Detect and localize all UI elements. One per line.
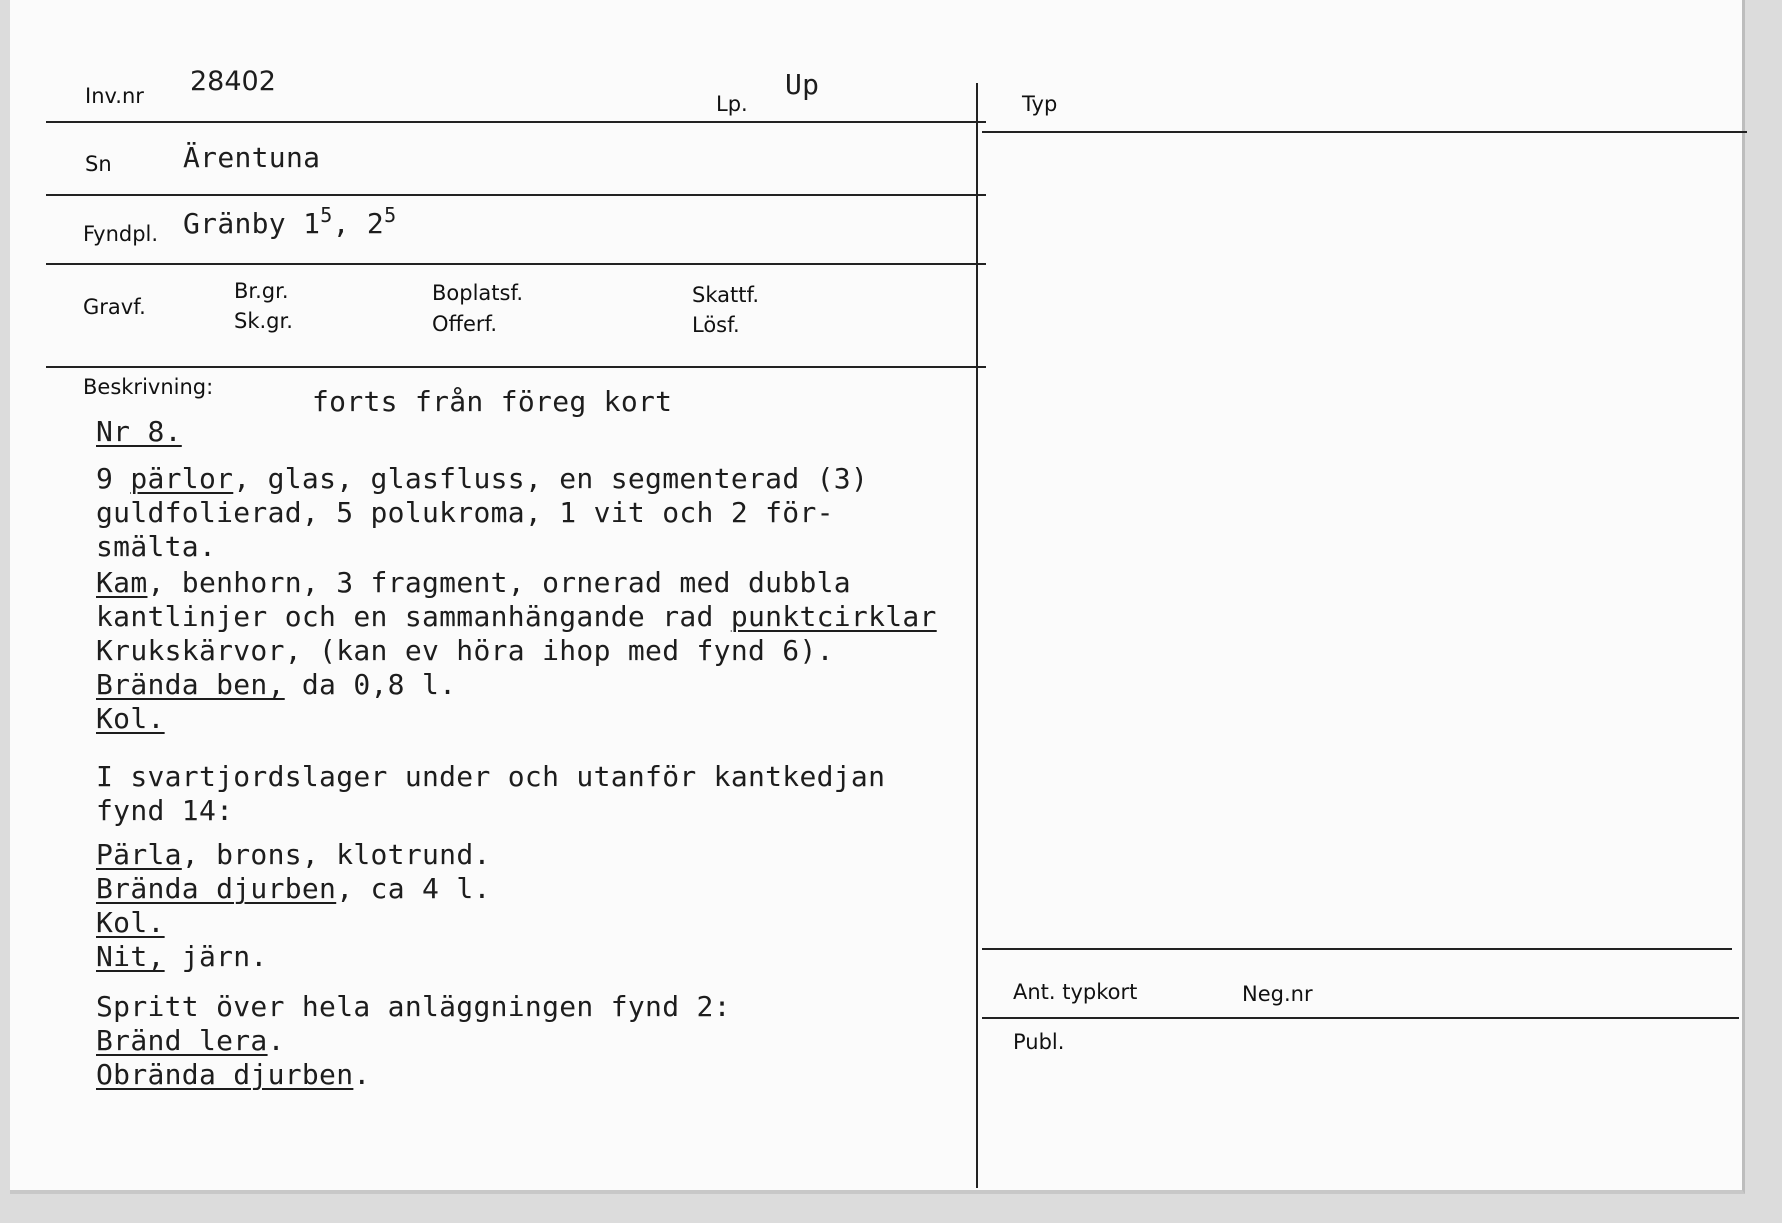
fyndpl-value xyxy=(183,203,397,240)
description-line xyxy=(96,906,165,939)
rule-footer-top xyxy=(982,948,1732,950)
description-text: Krukskärvor, (kan ev höra ihop med fynd 6). xyxy=(96,634,834,667)
rule-inv xyxy=(46,121,986,123)
skattf-label: Skattf. xyxy=(692,283,759,307)
publ-label: Publ. xyxy=(1013,1030,1065,1054)
beskrivning-label: Beskrivning: xyxy=(83,375,214,399)
gravf-label: Gravf. xyxy=(83,295,146,319)
fyndpl-sup1: 5 xyxy=(320,203,333,227)
description-text: fynd 14: xyxy=(96,794,234,827)
underlined-term: pärlor xyxy=(130,462,234,495)
lp-label: Lp. xyxy=(716,92,748,116)
offerf-label: Offerf. xyxy=(432,312,498,336)
skgr-label: Sk.gr. xyxy=(234,309,293,333)
fyndpl-sup2: 5 xyxy=(384,203,397,227)
description-line xyxy=(96,415,182,448)
underlined-term: Brända ben, xyxy=(96,668,285,701)
description-line xyxy=(96,600,937,633)
brgr-label: Br.gr. xyxy=(234,279,289,303)
underlined-term: Bränd lera xyxy=(96,1024,268,1057)
rule-sn xyxy=(46,194,986,196)
description-text: da 0,8 l. xyxy=(284,668,457,701)
underlined-term: Nit, xyxy=(96,940,165,973)
description-line xyxy=(96,566,851,599)
description-line xyxy=(96,1058,371,1091)
description-text: Spritt över hela anläggningen fynd 2: xyxy=(96,990,731,1023)
description-line xyxy=(96,1024,285,1057)
underlined-term: Brända djurben xyxy=(96,872,337,905)
fyndpl-place: Gränby 1 xyxy=(183,207,321,240)
description-text: , brons, klotrund. xyxy=(181,838,491,871)
description-line xyxy=(96,794,233,827)
neg-nr-label: Neg.nr xyxy=(1242,982,1313,1006)
description-line xyxy=(96,634,834,667)
catalog-card xyxy=(10,0,1745,1194)
underlined-term: Obrända djurben xyxy=(96,1058,354,1091)
underlined-term: Nr 8. xyxy=(96,415,182,448)
description-line xyxy=(96,990,731,1023)
description-text: , benhorn, 3 fragment, ornerad med dubbla xyxy=(147,566,851,599)
underlined-term: Kol. xyxy=(96,702,165,735)
lp-value: Up xyxy=(785,68,820,101)
description-text: I svartjordslager under och utanför kantkedjan xyxy=(96,760,886,793)
column-divider xyxy=(976,83,978,1188)
boplatsf-label: Boplatsf. xyxy=(432,281,524,305)
losf-label: Lösf. xyxy=(692,313,740,337)
rule-gravf xyxy=(46,366,986,368)
sn-label: Sn xyxy=(85,152,112,176)
typ-label: Typ xyxy=(1022,92,1058,116)
description-line xyxy=(96,838,491,871)
underlined-term: Pärla xyxy=(96,838,182,871)
inv-nr-label: Inv.nr xyxy=(85,84,144,108)
description-text: smälta. xyxy=(96,530,217,563)
description-text: järn. xyxy=(164,940,268,973)
description-line xyxy=(96,872,491,905)
description-text: , glas, glasfluss, en segmenterad (3) xyxy=(233,462,869,495)
description-text: 9 xyxy=(96,462,131,495)
beskrivning-note: forts från föreg kort xyxy=(312,385,673,418)
underlined-term: punktcirklar xyxy=(730,600,937,633)
underlined-term: Kam xyxy=(96,566,148,599)
rule-fyndpl xyxy=(46,263,986,265)
sn-value: Ärentuna xyxy=(183,141,321,174)
description-line xyxy=(96,496,834,529)
description-text: kantlinjer och en sammanhängande rad xyxy=(96,600,731,633)
description-line xyxy=(96,760,885,793)
description-line xyxy=(96,462,868,495)
rule-footer-mid xyxy=(982,1017,1739,1019)
description-text: . xyxy=(267,1024,285,1057)
rule-typ xyxy=(982,131,1747,133)
description-line xyxy=(96,668,456,701)
underlined-term: Kol. xyxy=(96,906,165,939)
description-line xyxy=(96,940,268,973)
ant-typkort-label: Ant. typkort xyxy=(1013,980,1138,1004)
description-line xyxy=(96,702,165,735)
inv-nr-value: 28402 xyxy=(190,66,276,97)
fyndpl-sep: , 2 xyxy=(332,207,385,240)
fyndpl-label: Fyndpl. xyxy=(83,222,159,246)
description-text: guldfolierad, 5 polukroma, 1 vit och 2 för- xyxy=(96,496,834,529)
description-text: , ca 4 l. xyxy=(336,872,491,905)
description-text: . xyxy=(353,1058,371,1091)
description-line xyxy=(96,530,216,563)
